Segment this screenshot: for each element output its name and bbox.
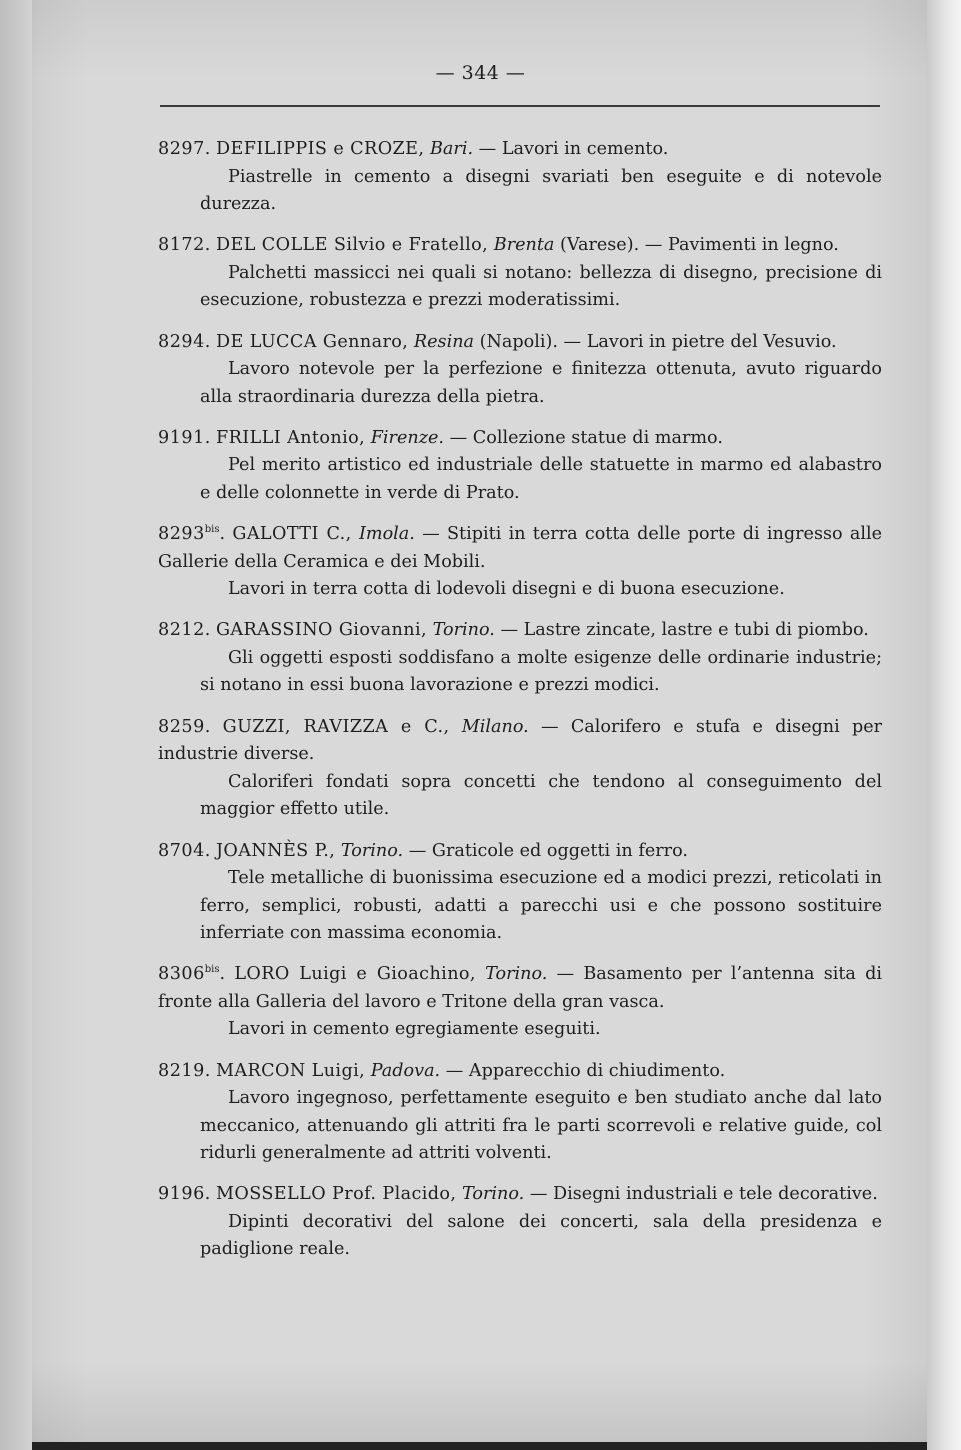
exhibitor-name: GARASSINO Giovanni,	[215, 620, 428, 641]
entry-headline: 8212. GARASSINO Giovanni, Torino. — Lastre zincate, lastre e tubi di piombo.	[158, 620, 869, 641]
exhibit-title: — Disegni industriali e tele decorative.	[529, 1184, 878, 1205]
exhibitor-city: Milano.	[461, 716, 529, 737]
page-bottom-edge	[32, 1442, 927, 1450]
exhibitor-city: Imola.	[358, 524, 415, 545]
document-body	[158, 136, 882, 1278]
entry-number: 8306	[158, 964, 205, 985]
catalog-entry	[158, 329, 882, 412]
entry-number-suffix: bis	[204, 964, 220, 976]
exhibitor-name: DEFILIPPIS e CROZE,	[215, 139, 425, 159]
exhibitor-city: Brenta	[493, 235, 555, 256]
entry-number: 8212	[158, 620, 205, 641]
entry-description: Lavori in cemento egregiamente eseguiti.	[228, 1019, 601, 1040]
page-gutter-shadow	[0, 0, 32, 1450]
catalog-entry	[158, 714, 882, 824]
entry-number: 8259	[158, 716, 205, 737]
exhibitor-name: DE LUCCA Gennaro,	[215, 331, 409, 352]
page-number-header: — 344 —	[435, 62, 526, 84]
entry-headline: 8259. GUZZI, RAVIZZA e C., Milano. — Calorifero e stufa e disegni per industrie diverse.	[158, 716, 883, 765]
exhibitor-name: JOANNÈS P.,	[215, 840, 336, 861]
exhibitor-name: MOSSELLO Prof. Placido,	[215, 1184, 457, 1205]
entry-description: Palchetti massicci nei quali si notano: bellezza di disegno, precisione di esecuzione, robustezza e prezzi moderatissimi.	[200, 262, 882, 311]
catalog-entry	[158, 232, 882, 315]
entry-headline: 8219. MARCON Luigi, Padova. — Apparecchio di chiudimento.	[158, 1060, 726, 1081]
entry-description: Lavori in terra cotta di lodevoli disegni e di buona esecuzione.	[228, 579, 785, 600]
entry-number: 9196	[158, 1184, 205, 1205]
entry-description: Caloriferi fondati sopra concetti che tendono al conseguimento del maggior effetto utile.	[200, 771, 882, 820]
entry-number: 8293	[158, 524, 205, 545]
exhibitor-name: DEL COLLE Silvio e Fratello,	[215, 235, 489, 256]
exhibit-title: — Lastre zincate, lastre e tubi di piombo.	[500, 620, 869, 641]
entry-description: Pel merito artistico ed industriale delle statuette in marmo ed alabastro e delle colonnette in verde di Prato.	[200, 455, 882, 503]
entry-description: Dipinti decorativi del salone dei concerti, sala della presidenza e padiglione reale.	[200, 1211, 882, 1260]
entry-headline: $8293^{bis}$. GALOTTI C., Imola. — Stipiti in terra cotta delle porte di ingresso alle Gallerie della Ceramica e dei Mobili.	[158, 524, 883, 572]
entry-description: Piastrelle in cemento a disegni svariati ben eseguite e di notevole durezza.	[200, 166, 882, 214]
exhibitor-province: (Varese).	[554, 235, 640, 256]
entry-description: Lavoro ingegnoso, perfettamente eseguito e ben studiato anche dal lato meccanico, attenuando gli attriti fra le parti scorrevoli e relative guide, col ridurli generalmente ad attriti volventi.	[200, 1088, 882, 1164]
entry-number: 8219	[158, 1060, 205, 1081]
exhibitor-city: Firenze.	[370, 427, 444, 448]
catalog-entry	[158, 521, 882, 604]
exhibitor-city: Torino.	[340, 840, 404, 861]
exhibit-title: — Basamento per l’antenna sita di fronte alla Galleria del lavoro e Tritone della gran vasca.	[158, 964, 883, 1012]
catalog-entry	[158, 617, 882, 700]
entry-number: 8172	[158, 235, 205, 256]
exhibit-title: — Calorifero e stufa e disegni per industrie diverse.	[158, 716, 883, 765]
exhibitor-name: GALOTTI C.,	[232, 524, 352, 545]
entry-number: 8704	[158, 840, 205, 861]
exhibit-title: — Lavori in pietre del Vesuvio.	[563, 331, 837, 352]
entry-headline: 8294. DE LUCCA Gennaro, Resina (Napoli). — Lavori in pietre del Vesuvio.	[158, 331, 837, 352]
entry-number: 8297	[158, 139, 205, 159]
exhibit-title: — Stipiti in terra cotta delle porte di ingresso alle Gallerie della Ceramica e dei Mobili.	[158, 524, 883, 572]
entry-headline: 9191. FRILLI Antonio, Firenze. — Collezione statue di marmo.	[158, 427, 723, 448]
header-rule	[160, 105, 880, 107]
exhibitor-province: (Napoli).	[474, 331, 558, 352]
exhibitor-name: LORO Luigi e Gioachino,	[234, 964, 476, 985]
entry-number-suffix: bis	[204, 524, 220, 536]
entry-headline: 8704. JOANNÈS P., Torino. — Graticole ed oggetti in ferro.	[158, 840, 688, 861]
entry-description: Lavoro notevole per la perfezione e finitezza ottenuta, avuto riguardo alla straordinaria durezza della pietra.	[200, 359, 882, 407]
exhibit-title: — Pavimenti in legno.	[644, 235, 839, 256]
entry-headline: 8172. DEL COLLE Silvio e Fratello, Brenta (Varese). — Pavimenti in legno.	[158, 235, 839, 256]
entry-number: 8294	[158, 331, 205, 352]
exhibit-title: — Collezione statue di marmo.	[449, 427, 723, 448]
exhibit-title: — Graticole ed oggetti in ferro.	[408, 840, 688, 861]
exhibitor-city: Bari.	[429, 139, 474, 159]
exhibitor-name: FRILLI Antonio,	[215, 427, 366, 448]
entry-headline: $8306^{bis}$. LORO Luigi e Gioachino, Torino. — Basamento per l’antenna sita di fronte alla Galleria del lavoro e Tritone della gran vasca.	[158, 964, 883, 1012]
exhibit-title: — Apparecchio di chiudimento.	[445, 1060, 726, 1081]
catalog-entry	[158, 1058, 882, 1168]
entry-headline: 9196. MOSSELLO Prof. Placido, Torino. — Disegni industriali e tele decorative.	[158, 1184, 878, 1205]
exhibitor-city: Torino.	[485, 964, 548, 985]
exhibitor-city: Torino.	[462, 1184, 525, 1205]
exhibitor-city: Torino.	[432, 620, 495, 641]
entry-description: Gli oggetti esposti soddisfano a molte esigenze delle ordinarie industrie; si notano in essi buona lavorazione e prezzi modici.	[200, 647, 882, 696]
catalog-entry	[158, 425, 882, 508]
page-right-edge	[927, 0, 961, 1450]
catalog-entry	[158, 838, 882, 948]
catalog-entry	[158, 961, 882, 1044]
exhibitor-city: Padova.	[370, 1060, 441, 1081]
entry-description: Tele metalliche di buonissima esecuzione ed a modici prezzi, reticolati in ferro, semplici, robusti, adatti a parecchi usi e che possono sostituire inferriate con massima economia.	[200, 868, 882, 944]
catalog-entry	[158, 1181, 882, 1264]
exhibit-title: — Lavori in cemento.	[478, 139, 669, 159]
exhibitor-name: GUZZI, RAVIZZA e C.,	[222, 716, 450, 737]
catalog-entry	[158, 136, 882, 219]
entry-headline: 8297. DEFILIPPIS e CROZE, Bari. — Lavori in cemento.	[158, 139, 669, 159]
exhibitor-city: Resina	[413, 331, 475, 352]
entry-number: 9191	[158, 427, 205, 448]
exhibitor-name: MARCON Luigi,	[215, 1060, 366, 1081]
